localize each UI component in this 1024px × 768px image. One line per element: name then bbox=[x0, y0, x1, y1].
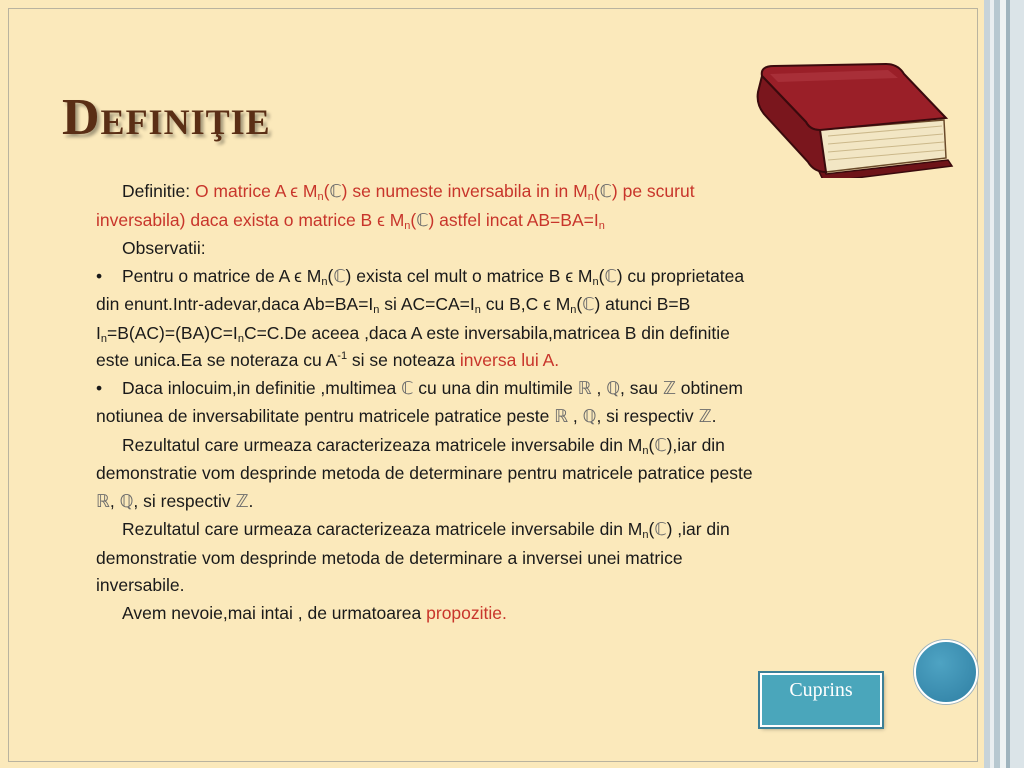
bullet-item-uniqueness: • Pentru o matrice de A ϵ $M_n(ℂ)$ exista cel mult o matrice B ϵ $M_n(ℂ)$ cu proprietatea din enunt.Intr-adevar,daca $Ab=BA=I_n$ si $AC=CA=I_n$ cu B,C ϵ $M_n(ℂ)$ atunci B=B $I_n=B(AC)=(BA)C=I_nC=C.De$ aceea ,daca A este inversabila,matricea B din definitie este unica.Ea se noteraza cu $A^{-1}$ si se noteaza inversa lui A. bbox=[96, 263, 756, 375]
cuprins-button[interactable]: Cuprins bbox=[760, 673, 882, 727]
paragraph-inverse-method: Rezultatul care urmeaza caracterizeaza matricele inversabile din $M_n(ℂ)$ ,iar din demonstratie vom desprinde metoda de determinare a inversei unei matrice inversabile. bbox=[96, 519, 730, 595]
paragraph-proposition: Avem nevoie,mai intai , de urmatoarea propozitie. bbox=[122, 602, 507, 623]
observatii-heading: Observatii: bbox=[122, 238, 206, 258]
page-title: Definiţie bbox=[62, 89, 271, 146]
inversa-highlight: inversa lui A. bbox=[459, 350, 560, 370]
slide-content bbox=[96, 178, 756, 627]
bullet-item-other-sets: • Daca inlocuim,in definitie ,multimea ℂ cu una din multimile ℝ , ℚ, sau ℤ obtinem notiunea de inversabilitate pentru matricele patratice peste ℝ , ℚ, si respectiv ℤ. bbox=[96, 375, 756, 432]
definition-paragraph: Definitie: O matrice A ϵ $M_n(ℂ)$ se numeste inversabila in in $M_n(ℂ)$ pe scurut inversabila) daca exista o matrice B ϵ $M_n(ℂ)$ astfel incat $AB=BA=I_n$ bbox=[96, 181, 695, 232]
bullet-icon: • bbox=[96, 377, 103, 398]
decorative-stripes bbox=[980, 0, 1024, 768]
book-icon bbox=[748, 58, 964, 178]
decorative-circle bbox=[914, 640, 978, 704]
bullet-icon: • bbox=[96, 265, 103, 286]
paragraph-characterization: Rezultatul care urmeaza caracterizeaza matricele inversabile din $M_n(ℂ),iar$ din demonstratie vom desprinde metoda de determinare pentru matricele patratice peste ℝ, ℚ, si respectiv ℤ. bbox=[96, 434, 753, 512]
propozitie-link[interactable]: propozitie. bbox=[426, 602, 507, 623]
